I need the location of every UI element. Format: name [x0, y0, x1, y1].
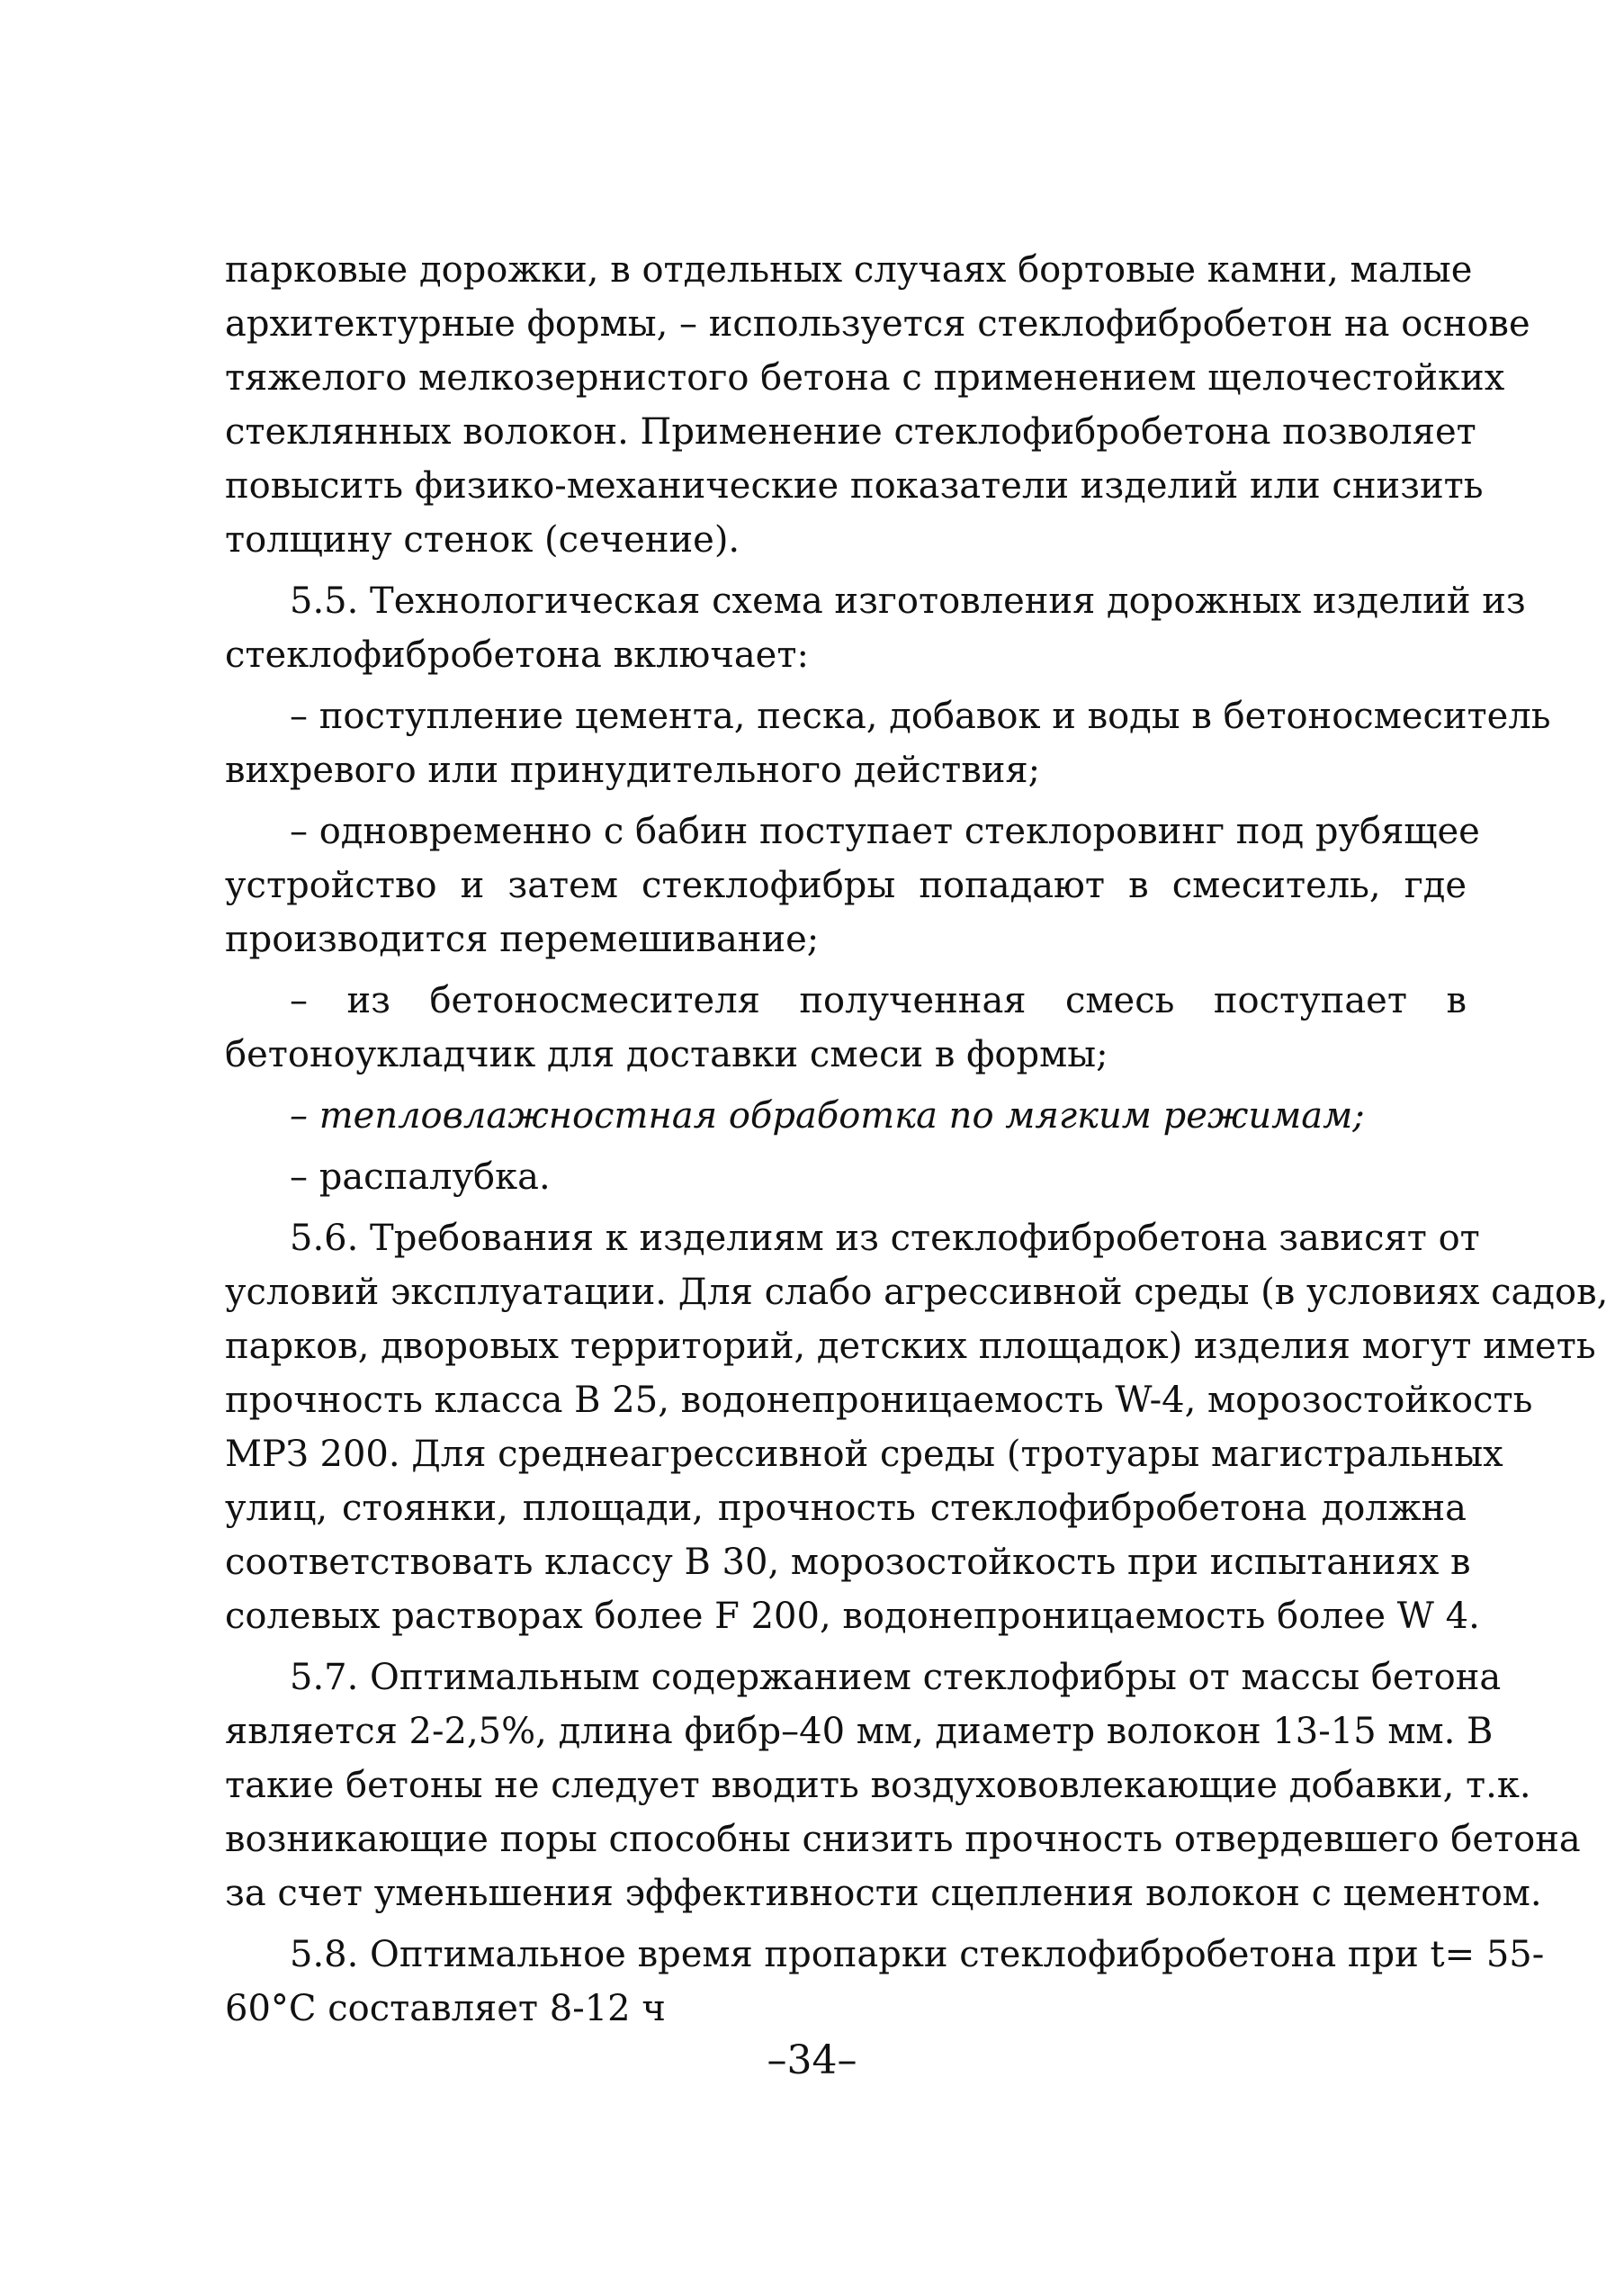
page-number: –34–	[767, 2037, 857, 2083]
text-line: МРЗ 200. Для среднеагрессивной среды (тротуары магистральных	[225, 1434, 1503, 1475]
text-line: производится перемешивание;	[225, 919, 820, 960]
text-line: стеклофибробетона включает:	[225, 634, 809, 676]
text-line: архитектурные формы, – используется стеклофибробетон на основе	[225, 303, 1530, 345]
text-line: улиц, стоянки, площади, прочность стеклофибробетона должна	[225, 1488, 1467, 1529]
text-line: прочность класса В 25, водонепроницаемость W-4, морозостойкость	[225, 1380, 1533, 1421]
text-line: такие бетоны не следует вводить воздухововлекающие добавки, т.к.	[225, 1765, 1531, 1806]
text-line: устройство и затем стеклофибры попадают в смеситель, где	[225, 865, 1467, 906]
text-line: бетоноукладчик для доставки смеси в формы;	[225, 1034, 1108, 1075]
text-line: 60°С составляет 8-12 ч	[225, 1988, 666, 2029]
list-item-line: – одновременно с бабин поступает стеклоровинг под рубящее	[290, 811, 1480, 852]
list-item-line: – тепловлажностная обработка по мягким режимам;	[290, 1095, 1365, 1137]
text-line: возникающие поры способны снизить прочность отвердевшего бетона	[225, 1819, 1581, 1860]
section-5-7-heading-line: 5.7. Оптимальным содержанием стеклофибры от массы бетона	[290, 1657, 1502, 1698]
section-5-8-heading-line: 5.8. Оптимальное время пропарки стеклофибробетона при t= 55-	[290, 1934, 1545, 1975]
document-body	[225, 243, 1609, 2036]
section-5-5-heading-line: 5.5. Технологическая схема изготовления дорожных изделий из	[290, 580, 1526, 622]
text-line: парков, дворовых территорий, детских площадок) изделия могут иметь	[225, 1326, 1596, 1367]
section-5-6-heading-line: 5.6. Требования к изделиям из стеклофибробетона зависят от	[290, 1218, 1480, 1259]
text-line: за счет уменьшения эффективности сцепления волокон с цементом.	[225, 1873, 1542, 1914]
text-line: тяжелого мелкозернистого бетона с применением щелочестойких	[225, 357, 1505, 399]
text-line: вихревого или принудительного действия;	[225, 750, 1041, 791]
list-item-line: – поступление цемента, песка, добавок и воды в бетоносмеситель	[290, 696, 1551, 737]
list-item-line: – из бетоносмесителя полученная смесь поступает в	[290, 980, 1467, 1021]
text-line: условий эксплуатации. Для слабо агрессивной среды (в условиях садов,	[225, 1272, 1609, 1313]
text-line: толщину стенок (сечение).	[225, 519, 740, 561]
text-line: солевых растворах более F 200, водонепроницаемость более W 4.	[225, 1596, 1480, 1637]
text-line: соответствовать классу В 30, морозостойкость при испытаниях в	[225, 1542, 1471, 1583]
text-line: является 2-2,5%, длина фибр–40 мм, диаметр волокон 13-15 мм. В	[225, 1711, 1494, 1752]
text-line: парковые дорожки, в отдельных случаях бортовые камни, малые	[225, 249, 1473, 291]
text-line: стеклянных волокон. Применение стеклофибробетона позволяет	[225, 411, 1476, 453]
list-item-line: – распалубка.	[290, 1156, 551, 1198]
text-line: повысить физико-механические показатели изделий или снизить	[225, 465, 1484, 507]
